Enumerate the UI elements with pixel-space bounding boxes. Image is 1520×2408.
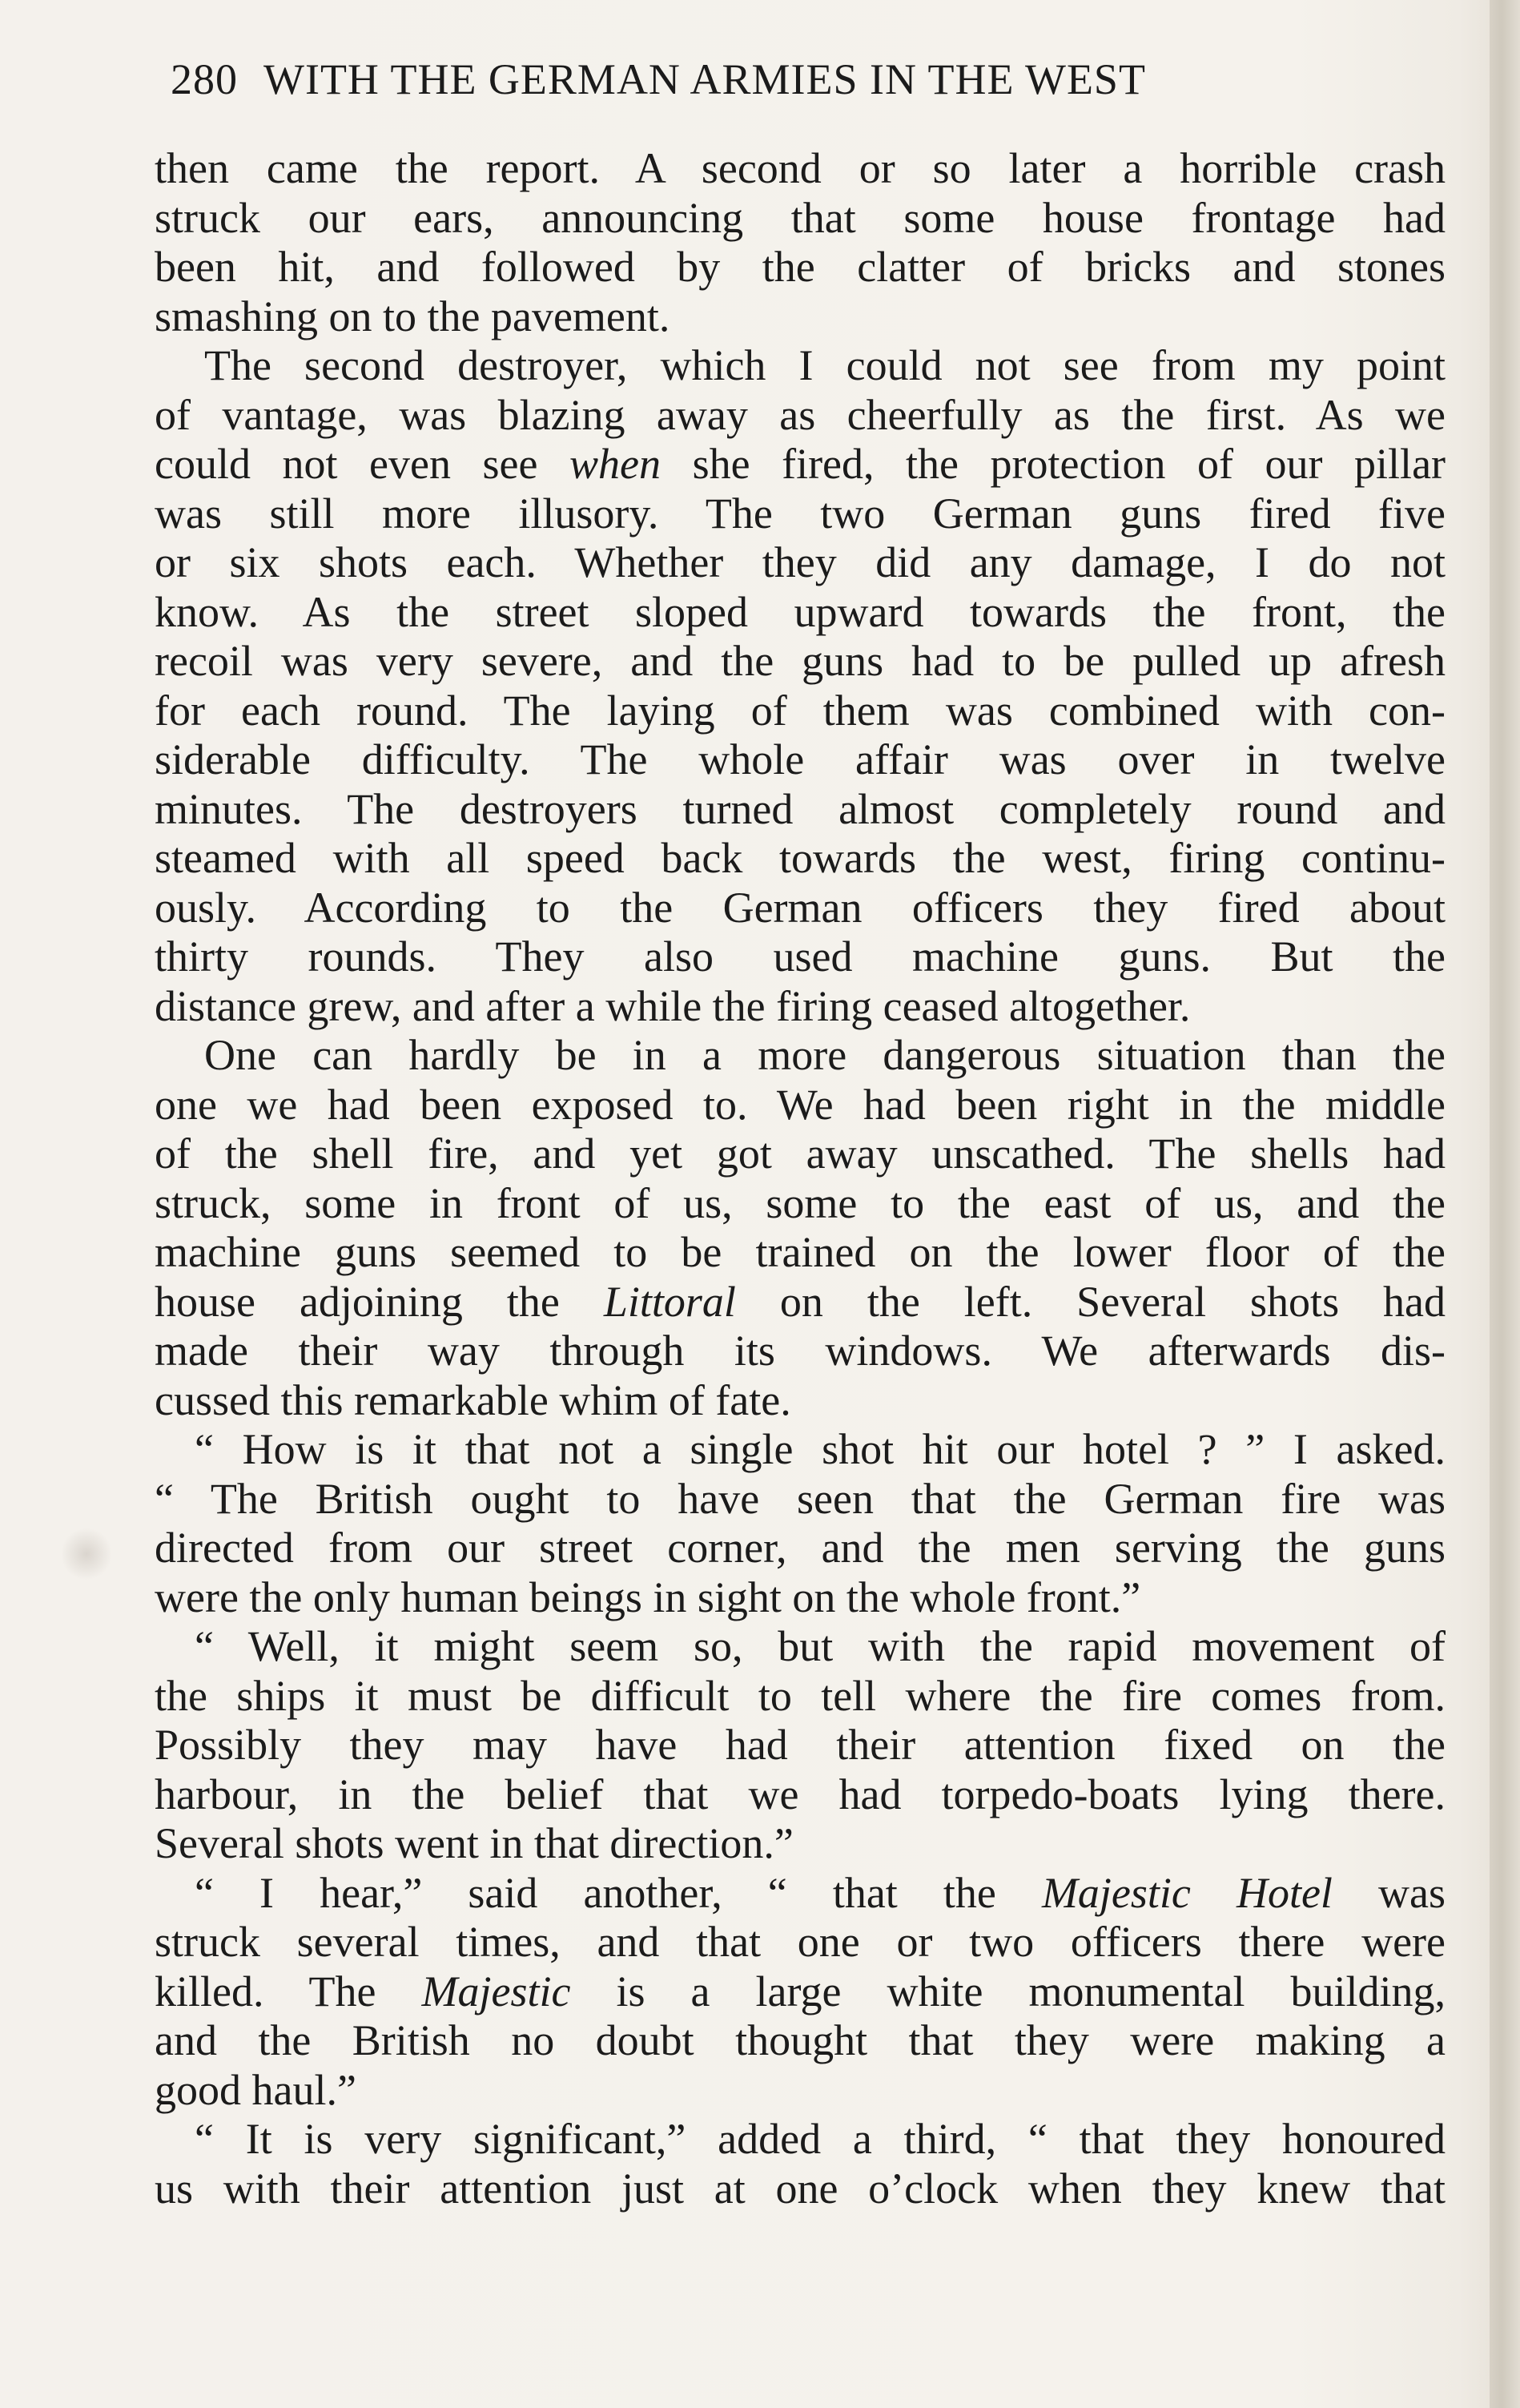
text-line: [155, 1967, 1446, 2017]
italic-title: Majestic: [421, 1967, 571, 2015]
text-fragment: she fired, the protection of our pillar: [692, 440, 1446, 488]
body-text: [155, 144, 1446, 2213]
text-line: [155, 1869, 1446, 1919]
text-line: or six shots each. Whether they did any damage, I do not: [155, 538, 1446, 586]
text-line: “ It is very significant,” added a third, “ that they honoured: [195, 2115, 1446, 2163]
text-fragment: is a large white monumental building,: [616, 1967, 1446, 2015]
text-line: one we had been exposed to. We had been right in the middle: [155, 1080, 1446, 1129]
text-line: minutes. The destroyers turned almost completely round and: [155, 784, 1446, 833]
text-line: [155, 1278, 1446, 1327]
italic-word: when: [569, 440, 661, 488]
text-line: Possibly they may have had their attention fixed on the: [155, 1721, 1446, 1769]
text-line: good haul.”: [155, 2065, 356, 2114]
text-line: siderable difficulty. The whole affair was over in twelve: [155, 735, 1446, 783]
text-line: made their way through its windows. We afterwards dis-: [155, 1327, 1446, 1375]
text-line: One can hardly be in a more dangerous situation than the: [204, 1031, 1446, 1079]
text-line: Several shots went in that direction.”: [155, 1819, 794, 1867]
text-line: us with their attention just at one o’clock when they knew that: [155, 2164, 1446, 2213]
text-line: The second destroyer, which I could not see from my point: [204, 341, 1446, 389]
text-line: struck several times, and that one or two officers there were: [155, 1918, 1446, 1966]
text-line: struck our ears, announcing that some house frontage had: [155, 193, 1446, 242]
page-edge-shadow: [1490, 0, 1520, 2408]
text-line: recoil was very severe, and the guns had to be pulled up afresh: [155, 637, 1446, 685]
text-line: and the British no doubt thought that they were making a: [155, 2016, 1446, 2064]
text-line: directed from our street corner, and the men serving the guns: [155, 1524, 1446, 1572]
text-line: ously. According to the German officers they fired about: [155, 883, 1446, 932]
italic-title: Majestic Hotel: [1041, 1868, 1333, 1917]
text-line: struck, some in front of us, some to the east of us, and the: [155, 1178, 1446, 1227]
text-fragment: house adjoining the: [155, 1277, 560, 1326]
text-line: then came the report. A second or so later a horrible crash: [155, 144, 1446, 192]
text-line: distance grew, and after a while the firing ceased altogether.: [155, 981, 1191, 1030]
text-fragment: “ I hear,” said another, “ that the: [195, 1868, 996, 1917]
text-fragment: on the left. Several shots had: [779, 1277, 1446, 1326]
text-line: smashing on to the pavement.: [155, 292, 670, 340]
text-line: steamed with all speed back towards the west, firing continu-: [155, 834, 1446, 882]
text-line: the ships it must be difficult to tell where the fire comes from.: [155, 1671, 1446, 1720]
text-line: thirty rounds. They also used machine guns. But the: [155, 932, 1446, 981]
text-line: of vantage, was blazing away as cheerfully as the first. As we: [155, 390, 1446, 439]
text-line: [155, 440, 1446, 489]
text-line: “ Well, it might seem so, but with the rapid movement of: [195, 1622, 1446, 1670]
text-line: machine guns seemed to be trained on the lower floor of the: [155, 1228, 1446, 1276]
text-line: were the only human beings in sight on the whole front.”: [155, 1572, 1141, 1621]
text-line: for each round. The laying of them was combined with con-: [155, 686, 1446, 735]
text-fragment: was: [1378, 1868, 1446, 1917]
running-title: WITH THE GERMAN ARMIES IN THE WEST: [263, 55, 1146, 103]
text-line: was still more illusory. The two German guns fired five: [155, 489, 1446, 538]
text-line: know. As the street sloped upward towards the front, the: [155, 587, 1446, 636]
italic-word: Littoral: [603, 1277, 736, 1326]
text-fragment: killed. The: [155, 1967, 376, 2015]
text-line: “ How is it that not a single shot hit our hotel ? ” I asked.: [195, 1425, 1446, 1473]
text-line: “ The British ought to have seen that the German fire was: [155, 1474, 1446, 1523]
page-header: [171, 53, 1372, 106]
paper-blemish: [62, 1526, 111, 1582]
text-line: cussed this remarkable whim of fate.: [155, 1375, 791, 1424]
text-fragment: could not even see: [155, 440, 538, 488]
page-number: 280: [171, 55, 238, 103]
text-line: of the shell fire, and yet got away unscathed. The shells had: [155, 1130, 1446, 1178]
text-line: been hit, and followed by the clatter of bricks and stones: [155, 243, 1446, 291]
text-line: harbour, in the belief that we had torpedo-boats lying there.: [155, 1770, 1446, 1818]
